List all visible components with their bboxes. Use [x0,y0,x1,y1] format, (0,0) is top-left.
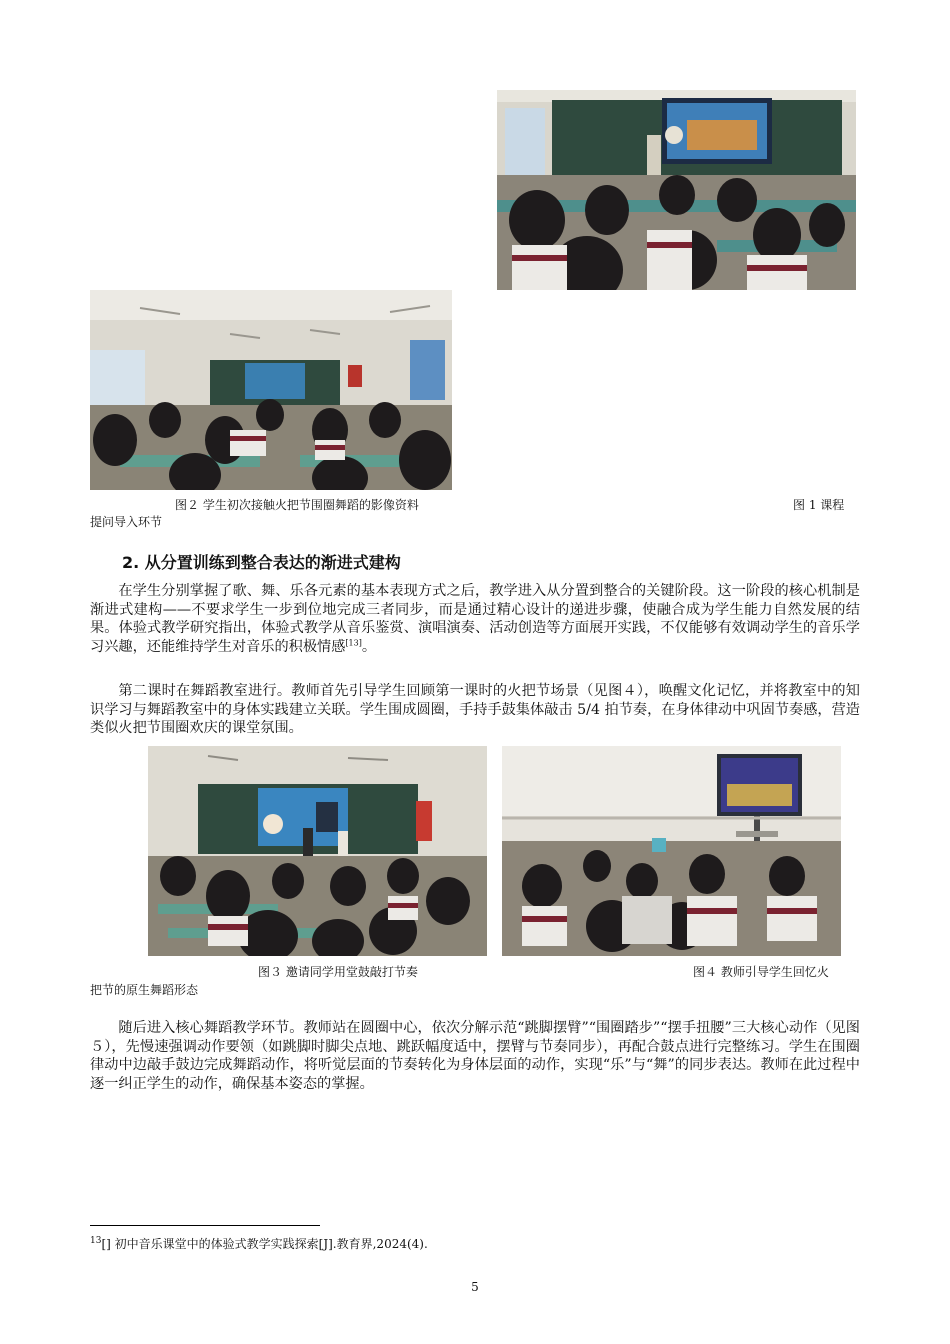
figure-1-caption: 图 1 课程 [793,498,845,512]
figure-2-caption: 图２ 学生初次接触火把节围圈舞蹈的影像资料 [175,498,419,512]
figure-1-caption-wrap: 提问导入环节 [90,515,163,529]
citation-ref-13: [13] [345,637,362,647]
footnote-mark: 13 [90,1236,102,1246]
paragraph-2: 第二课时在舞蹈教室进行。教师首先引导学生回顾第一课时的火把节场景（见图４），唤醒文化记忆，并将教室中的知识学习与舞蹈教室中的身体实践建立关联。学生围成圆圈，手持手鼓集体敲击 5/4 拍节奏，在身体律动中巩固节奏感，营造类似火把节围圈欢庆的课堂氛围。 [90,683,860,736]
footnote-text: [] 初中音乐课堂中的体验式教学实践探索[J].教育界,2024(4). [101,1237,428,1251]
figure-1-photo [497,90,856,290]
paragraph-1: 在学生分别掌握了歌、舞、乐各元素的基本表现方式之后，教学进入从分置到整合的关键阶段。这一阶段的核心机制是渐进式建构——不要求学生一步到位地完成三者同步，而是通过精心设计的递进步骤，使融合成为学生能力自然发展的结果。体验式教学研究指出，体验式教学从音乐鉴赏、演唱演奏、活动创造等方面展开实践，不仅能够有效调动学生的音乐学习兴趣，还能维持学生对音乐的积极情感[13]。 [90,583,860,655]
section-heading: 2. 从分置训练到整合表达的渐进式建构 [122,553,401,572]
figure-3-photo [148,746,487,956]
figure-3-caption: 图３ 邀请同学用堂鼓敲打节奏 [258,965,418,979]
footnote-divider [90,1225,320,1226]
figure-4-caption: 图４ 教师引导学生回忆火 [693,965,829,979]
figure-4-caption-wrap: 把节的原生舞蹈形态 [90,983,199,997]
footnote [90,1236,428,1252]
paragraph-3: 随后进入核心舞蹈教学环节。教师站在圆圈中心，依次分解示范“跳脚摆臂”“围圈踏步”“摆手扭腰”三大核心动作（见图５），先慢速强调动作要领（如跳脚时脚尖点地、跳跃幅度适中，摆臂与节奏同步），再配合鼓点进行完整练习。学生在围圈律动中边敲手鼓边完成舞蹈动作，将听觉层面的节奏转化为身体层面的动作，实现“乐”与“舞”的同步表达。教师在此过程中逐一纠正学生的动作，确保基本姿态的掌握。 [90,1020,860,1092]
figure-4-photo [502,746,841,956]
figure-2-photo [90,290,452,490]
page-number: 5 [471,1280,479,1294]
